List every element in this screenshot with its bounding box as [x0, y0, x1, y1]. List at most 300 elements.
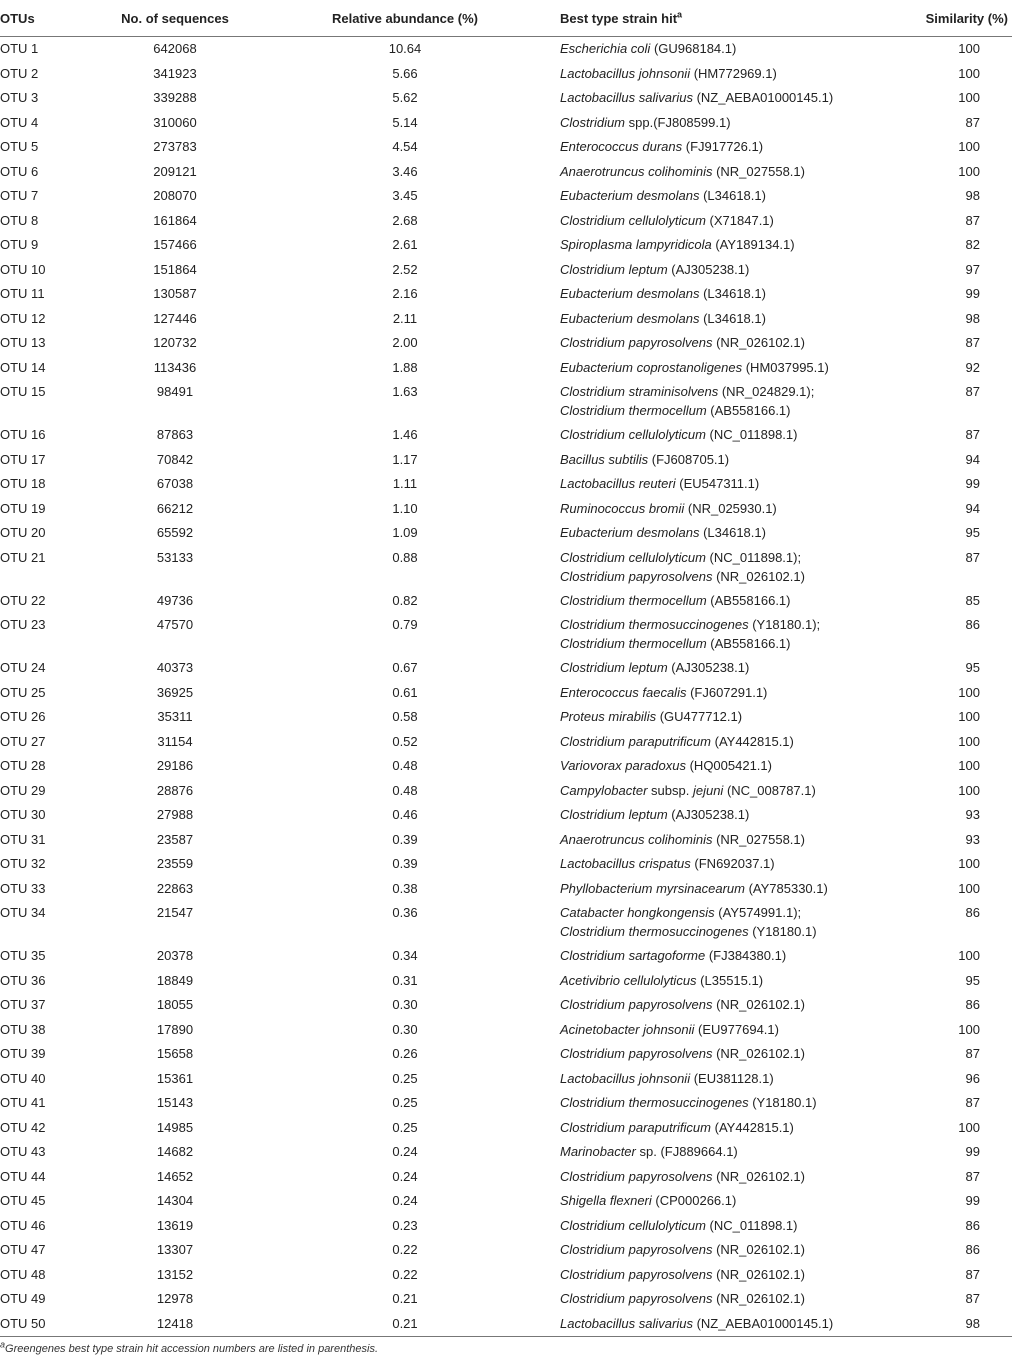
similarity-cell: 100 [958, 163, 980, 179]
table-row [0, 877, 1012, 902]
otu-id-cell: OTU 46 [0, 1217, 46, 1233]
table-row [0, 380, 1012, 423]
table-row [0, 1312, 1012, 1337]
similarity-cell: 87 [965, 114, 980, 130]
similarity-cell: 100 [958, 948, 980, 963]
table-row [0, 521, 1012, 546]
otu-id-cell: OTU 13 [0, 335, 46, 350]
otu-id-cell: OTU 8 [0, 212, 39, 228]
species-name: Catabacter hongkongensis [560, 905, 715, 920]
otu-id-cell: OTU 50 [0, 1312, 100, 1337]
relative-abundance-cell: 0.25 [392, 1070, 418, 1086]
best-hit-cell [560, 472, 900, 497]
accession-number: (FN692037.1) [690, 856, 775, 871]
accession-number: (Y18180.1) [748, 1095, 817, 1110]
table-row [0, 135, 1012, 160]
species-name: Eubacterium coprostanoligenes [560, 359, 743, 375]
sequence-count-cell: 14304 [156, 1193, 194, 1208]
accession-number: (L35515.1) [696, 972, 764, 988]
similarity-cell: 95 [965, 972, 980, 988]
relative-abundance-cell: 0.67 [392, 660, 418, 675]
table-row [0, 730, 1012, 755]
accession-number: (L34618.1) [699, 286, 766, 301]
species-name: Lactobacillus johnsonii [560, 65, 691, 81]
relative-abundance-cell: 0.25 [392, 1095, 418, 1110]
species-name: Clostridium leptum [560, 261, 668, 277]
species-name: Shigella flexneri [560, 1193, 652, 1208]
otu-id-cell: OTU 24 [0, 660, 46, 675]
species-name: Clostridium [560, 114, 626, 130]
similarity-cell: 98 [965, 188, 980, 203]
similarity-cell: 95 [965, 525, 980, 540]
sequence-count-cell: 209121 [153, 163, 197, 179]
table-row [0, 1091, 1012, 1116]
accession-number: (NR_026102.1) [712, 997, 805, 1012]
otu-id-cell: OTU 44 [0, 1168, 46, 1184]
similarity-cell: 85 [965, 592, 980, 608]
best-hit-cell [560, 233, 900, 258]
otu-id-cell: OTU 32 [0, 856, 46, 871]
similarity-cell: 86 [965, 997, 980, 1012]
species-name: Clostridium paraputrificum [560, 733, 711, 749]
table-row [0, 1018, 1012, 1043]
sequence-count-cell: 13152 [156, 1266, 194, 1282]
header-best-hit-footnote-marker: a [677, 9, 683, 20]
relative-abundance-cell: 0.26 [392, 1046, 418, 1061]
best-hit-cell [560, 993, 900, 1018]
relative-abundance-cell: 0.24 [392, 1168, 418, 1184]
species-name: Acinetobacter johnsonii [560, 1021, 695, 1037]
species-name: Clostridium thermocellum [560, 636, 707, 651]
best-hit-cell [560, 160, 900, 185]
accession-number: (FJ917726.1) [682, 139, 764, 154]
relative-abundance-cell: 0.21 [392, 1291, 418, 1306]
accession-number: (AB558166.1) [706, 592, 791, 608]
species-name: Lactobacillus reuteri [560, 476, 676, 491]
otu-id-cell: OTU 36 [0, 972, 46, 988]
similarity-cell: 82 [965, 237, 980, 252]
species-name: Variovorax paradoxus [560, 758, 686, 773]
sequence-count-cell: 49736 [156, 592, 194, 608]
otu-id-cell: OTU 26 [0, 709, 46, 724]
table-row [0, 656, 1012, 681]
footnote-marker: a [0, 1339, 6, 1350]
relative-abundance-cell: 0.79 [392, 617, 418, 632]
species-name: Clostridium papyrosolvens [560, 1291, 713, 1306]
otu-id-cell: OTU 45 [0, 1193, 46, 1208]
best-hit-cell [560, 681, 900, 706]
footnote-text: Greengenes best type strain hit accession numbers are listed in parenthesis. [5, 1343, 378, 1355]
accession-number: (GU968184.1) [650, 41, 737, 56]
table-row [0, 111, 1012, 136]
sequence-count-cell: 15143 [156, 1095, 194, 1110]
similarity-cell: 87 [965, 1266, 980, 1282]
otu-id-cell: OTU 31 [0, 831, 46, 847]
otu-id-cell: OTU 1 [0, 41, 39, 56]
table-row [0, 705, 1012, 730]
accession-number: (NR_026102.1) [712, 335, 805, 350]
species-name: Acetivibrio cellulolyticus [560, 972, 697, 988]
best-hit-cell [560, 521, 900, 546]
otu-id-cell: OTU 47 [0, 1242, 46, 1257]
table-row [0, 803, 1012, 828]
table-row [0, 1140, 1012, 1165]
table-row [0, 969, 1012, 994]
otu-id-cell: OTU 29 [0, 782, 46, 798]
otu-id-cell: OTU 6 [0, 163, 39, 179]
species-name: jejuni [692, 782, 724, 798]
relative-abundance-cell: 10.64 [388, 41, 422, 56]
sequence-count-cell: 113436 [153, 359, 197, 375]
species-name: Clostridium leptum [560, 807, 668, 822]
accession-number: (AY189134.1) [711, 237, 795, 252]
relative-abundance-cell: 0.22 [392, 1242, 418, 1257]
species-name: Clostridium papyrosolvens [560, 1168, 713, 1184]
otu-id-cell: OTU 3 [0, 90, 39, 105]
best-hit-cell [560, 62, 900, 87]
accession-number: (GU477712.1) [656, 709, 743, 724]
similarity-cell: 99 [965, 1193, 980, 1208]
relative-abundance-cell: 1.17 [392, 451, 418, 467]
best-hit-cell [560, 423, 900, 448]
accession-number: (AY442815.1) [711, 733, 794, 749]
species-name: Clostridium cellulolyticum [560, 549, 706, 565]
sequence-count-cell: 12418 [100, 1312, 250, 1337]
header-similarity: Similarity (%) [900, 0, 1012, 37]
species-name: Proteus mirabilis [560, 709, 657, 724]
relative-abundance-cell: 0.30 [392, 997, 418, 1012]
table-body [0, 37, 1012, 1337]
otu-id-cell: OTU 7 [0, 188, 39, 203]
accession-number: (NR_026102.1) [712, 1168, 805, 1184]
table-row [0, 546, 1012, 589]
species-name: Anaerotruncus colihominis [560, 831, 713, 847]
sequence-count-cell: 23587 [156, 831, 194, 847]
sequence-count-cell: 17890 [156, 1021, 194, 1037]
header-abundance: Relative abundance (%) [250, 0, 560, 37]
relative-abundance-cell: 0.31 [392, 972, 418, 988]
header-best-hit-label: Best type strain hit [560, 10, 678, 26]
otu-id-cell: OTU 48 [0, 1266, 46, 1282]
header-sequences: No. of sequences [100, 0, 250, 37]
best-hit-cell [560, 779, 900, 804]
similarity-cell: 99 [965, 1144, 980, 1159]
table-row [0, 160, 1012, 185]
similarity-cell: 95 [965, 660, 980, 675]
relative-abundance-cell: 0.46 [392, 807, 418, 822]
sequence-count-cell: 273783 [153, 139, 197, 154]
similarity-cell: 100 [958, 856, 980, 871]
accession-number: (X71847.1) [705, 212, 774, 228]
otu-id-cell: OTU 38 [0, 1021, 46, 1037]
table-row [0, 681, 1012, 706]
otu-id-cell: OTU 20 [0, 525, 46, 540]
similarity-cell: 97 [965, 261, 980, 277]
accession-number: (EU381128.1) [690, 1070, 774, 1086]
relative-abundance-cell: 2.11 [392, 310, 418, 326]
accession-number: (FJ384380.1) [705, 948, 787, 963]
sequence-count-cell: 31154 [157, 733, 193, 749]
accession-number: spp.(FJ808599.1) [625, 114, 731, 130]
relative-abundance-cell: 1.88 [392, 359, 418, 375]
similarity-cell: 87 [965, 335, 980, 350]
sequence-count-cell: 27988 [156, 807, 194, 822]
sequence-count-cell: 120732 [153, 335, 197, 350]
relative-abundance-cell: 0.52 [392, 733, 418, 749]
similarity-cell: 94 [965, 451, 980, 467]
accession-number: (AJ305238.1) [667, 660, 750, 675]
otu-id-cell: OTU 40 [0, 1070, 46, 1086]
otu-id-cell: OTU 12 [0, 310, 46, 326]
table-row [0, 356, 1012, 381]
species-name: Eubacterium desmolans [560, 286, 700, 301]
best-hit-cell [560, 356, 900, 381]
accession-number: sp. (FJ889664.1) [635, 1144, 738, 1159]
table-row [0, 1042, 1012, 1067]
relative-abundance-cell: 1.11 [392, 476, 418, 491]
relative-abundance-cell: 0.48 [392, 782, 418, 798]
best-hit-cell [560, 1042, 900, 1067]
similarity-cell: 86 [965, 1217, 980, 1233]
species-name: Clostridium papyrosolvens [560, 1046, 713, 1061]
accession-number: (NC_011898.1); [705, 549, 802, 565]
best-hit-cell [560, 901, 900, 944]
sequence-count-cell: 15658 [156, 1046, 194, 1061]
similarity-cell: 100 [958, 758, 980, 773]
table-row [0, 472, 1012, 497]
otu-id-cell: OTU 22 [0, 592, 46, 608]
otu-id-cell: OTU 30 [0, 807, 46, 822]
accession-number: (AB558166.1) [706, 403, 791, 418]
relative-abundance-cell: 0.34 [392, 948, 418, 963]
best-hit-cell [560, 1165, 900, 1190]
relative-abundance-cell: 1.09 [392, 525, 418, 540]
similarity-cell: 100 [958, 139, 980, 154]
table-row [0, 497, 1012, 522]
species-name: Eubacterium desmolans [560, 310, 700, 326]
sequence-count-cell: 29186 [156, 758, 194, 773]
relative-abundance-cell: 0.39 [392, 856, 418, 871]
species-name: Clostridium papyrosolvens [560, 568, 713, 584]
relative-abundance-cell: 3.46 [392, 163, 418, 179]
accession-number: (AY442815.1) [711, 1119, 794, 1135]
similarity-cell: 87 [965, 1046, 980, 1061]
best-hit-cell [560, 944, 900, 969]
table-row [0, 1287, 1012, 1312]
otu-id-cell: OTU 42 [0, 1119, 46, 1135]
relative-abundance-cell: 2.61 [392, 237, 418, 252]
relative-abundance-cell: 0.39 [392, 831, 418, 847]
relative-abundance-cell: 1.63 [392, 384, 418, 399]
accession-number: (Y18180.1); [748, 617, 821, 632]
best-hit-cell [560, 852, 900, 877]
species-name: Clostridium leptum [560, 660, 668, 675]
sequence-count-cell: 36925 [156, 684, 194, 700]
accession-number: (NR_026102.1) [712, 1266, 805, 1282]
accession-number: (NZ_AEBA01000145.1) [692, 90, 834, 105]
best-hit-cell [560, 730, 900, 755]
otu-id-cell: OTU 41 [0, 1095, 46, 1110]
best-hit-cell [560, 1238, 900, 1263]
accession-number: subsp. [647, 782, 693, 798]
similarity-cell: 100 [958, 733, 980, 749]
otu-id-cell: OTU 28 [0, 758, 46, 773]
similarity-cell: 100 [958, 1119, 980, 1135]
species-name: Clostridium thermocellum [560, 592, 707, 608]
otu-id-cell: OTU 39 [0, 1046, 46, 1061]
best-hit-cell [560, 86, 900, 111]
otu-id-cell: OTU 27 [0, 733, 46, 749]
sequence-count-cell: 14682 [156, 1144, 194, 1159]
relative-abundance-cell: 0.25 [392, 1119, 418, 1135]
relative-abundance-cell: 2.52 [392, 261, 418, 277]
relative-abundance-cell: 0.24 [392, 1193, 418, 1208]
sequence-count-cell: 15361 [156, 1070, 194, 1086]
species-name: Clostridium thermocellum [560, 403, 707, 418]
relative-abundance-cell: 0.30 [392, 1021, 418, 1037]
species-name: Eubacterium desmolans [560, 188, 700, 203]
similarity-cell: 98 [965, 310, 980, 326]
table-row [0, 282, 1012, 307]
best-hit-cell [560, 705, 900, 730]
relative-abundance-cell: 0.48 [392, 758, 418, 773]
sequence-count-cell: 98491 [156, 384, 194, 399]
table-row [0, 86, 1012, 111]
relative-abundance-cell: 5.14 [392, 114, 418, 130]
otu-id-cell: OTU 5 [0, 139, 39, 154]
species-name: Campylobacter [560, 782, 648, 798]
sequence-count-cell: 161864 [153, 212, 197, 228]
otu-id-cell: OTU 33 [0, 880, 46, 896]
similarity-cell: 100 [958, 709, 980, 724]
otu-id-cell: OTU 17 [0, 451, 46, 467]
accession-number: (NZ_AEBA01000145.1) [692, 1315, 834, 1331]
best-hit-cell [560, 803, 900, 828]
otu-id-cell: OTU 2 [0, 65, 39, 81]
species-name: Clostridium papyrosolvens [560, 335, 713, 350]
accession-number: (NR_024829.1); [718, 384, 815, 399]
sequence-count-cell: 87863 [156, 427, 194, 442]
sequence-count-cell: 208070 [153, 188, 197, 203]
accession-number: (HM772969.1) [690, 65, 777, 81]
similarity-cell: 87 [965, 1291, 980, 1306]
similarity-cell: 100 [958, 782, 980, 798]
header-best-hit [560, 0, 900, 37]
similarity-cell: 100 [958, 41, 980, 56]
otu-id-cell: OTU 14 [0, 359, 46, 375]
accession-number: (AY785330.1) [744, 880, 828, 896]
accession-number: (L34618.1) [699, 188, 766, 203]
best-hit-cell [560, 331, 900, 356]
table-row [0, 233, 1012, 258]
table-row [0, 37, 1012, 62]
species-name: Clostridium straminisolvens [560, 384, 719, 399]
species-name: Clostridium paraputrificum [560, 1119, 711, 1135]
sequence-count-cell: 28876 [156, 782, 194, 798]
sequence-count-cell: 22863 [156, 880, 194, 896]
otu-id-cell: OTU 19 [0, 500, 46, 516]
best-hit-cell [560, 656, 900, 681]
best-hit-cell [560, 111, 900, 136]
species-name: Clostridium cellulolyticum [560, 427, 706, 442]
accession-number: (NR_026102.1) [712, 1046, 805, 1061]
table-row [0, 589, 1012, 614]
species-name: Clostridium thermosuccinogenes [560, 1095, 749, 1110]
species-name: Clostridium sartagoforme [560, 948, 706, 963]
species-name: Clostridium papyrosolvens [560, 1242, 713, 1257]
relative-abundance-cell: 0.21 [250, 1312, 560, 1337]
sequence-count-cell: 157466 [153, 237, 197, 252]
table-row [0, 209, 1012, 234]
table-header-row [0, 0, 1012, 37]
relative-abundance-cell: 5.66 [392, 65, 418, 81]
similarity-cell: 100 [958, 65, 980, 81]
best-hit-cell [560, 613, 900, 656]
similarity-cell: 98 [900, 1312, 1012, 1337]
best-hit-cell [560, 546, 900, 589]
relative-abundance-cell: 0.24 [392, 1144, 418, 1159]
relative-abundance-cell: 4.54 [392, 139, 418, 154]
otu-id-cell: OTU 10 [0, 261, 46, 277]
similarity-cell: 87 [965, 427, 980, 442]
sequence-count-cell: 18849 [156, 972, 194, 988]
similarity-cell: 100 [958, 684, 980, 700]
accession-number: (HM037995.1) [742, 359, 829, 375]
relative-abundance-cell: 0.82 [392, 592, 418, 608]
sequence-count-cell: 310060 [153, 114, 197, 130]
similarity-cell: 93 [965, 831, 980, 847]
species-name: Lactobacillus johnsonii [560, 1070, 691, 1086]
species-name: Escherichia coli [560, 41, 651, 56]
best-hit-cell [560, 969, 900, 994]
accession-number: (NR_026102.1) [712, 1242, 805, 1257]
accession-number: (L34618.1) [699, 310, 766, 326]
table-row [0, 1067, 1012, 1092]
best-hit-cell [560, 135, 900, 160]
sequence-count-cell: 13307 [156, 1242, 194, 1257]
relative-abundance-cell: 0.38 [392, 880, 418, 896]
best-hit-cell [560, 37, 900, 62]
species-name: Clostridium thermosuccinogenes [560, 924, 749, 939]
accession-number: (NR_026102.1) [712, 568, 805, 584]
sequence-count-cell: 12978 [156, 1291, 194, 1306]
otu-id-cell: OTU 11 [0, 286, 45, 301]
accession-number: (AJ305238.1) [667, 807, 750, 822]
table-row [0, 1189, 1012, 1214]
similarity-cell: 86 [965, 1242, 980, 1257]
table-row [0, 62, 1012, 87]
otu-id-cell: OTU 23 [0, 617, 46, 632]
relative-abundance-cell: 0.61 [392, 684, 418, 700]
similarity-cell: 87 [965, 1095, 980, 1110]
best-hit-cell [560, 307, 900, 332]
otu-id-cell: OTU 21 [0, 549, 46, 565]
species-name: Lactobacillus salivarius [560, 90, 693, 105]
accession-number: (NC_011898.1) [705, 1217, 798, 1233]
accession-number: (NR_027558.1) [712, 163, 805, 179]
species-name: Lactobacillus salivarius [560, 1315, 693, 1331]
otu-id-cell: OTU 4 [0, 114, 39, 130]
similarity-cell: 100 [958, 1021, 980, 1037]
similarity-cell: 94 [965, 500, 980, 516]
accession-number: (AB558166.1) [706, 636, 791, 651]
species-name: Clostridium cellulolyticum [560, 212, 706, 228]
sequence-count-cell: 151864 [153, 261, 197, 277]
accession-number: (EU977694.1) [694, 1021, 779, 1037]
table-row [0, 828, 1012, 853]
sequence-count-cell: 23559 [156, 856, 194, 871]
similarity-cell: 96 [965, 1070, 980, 1086]
